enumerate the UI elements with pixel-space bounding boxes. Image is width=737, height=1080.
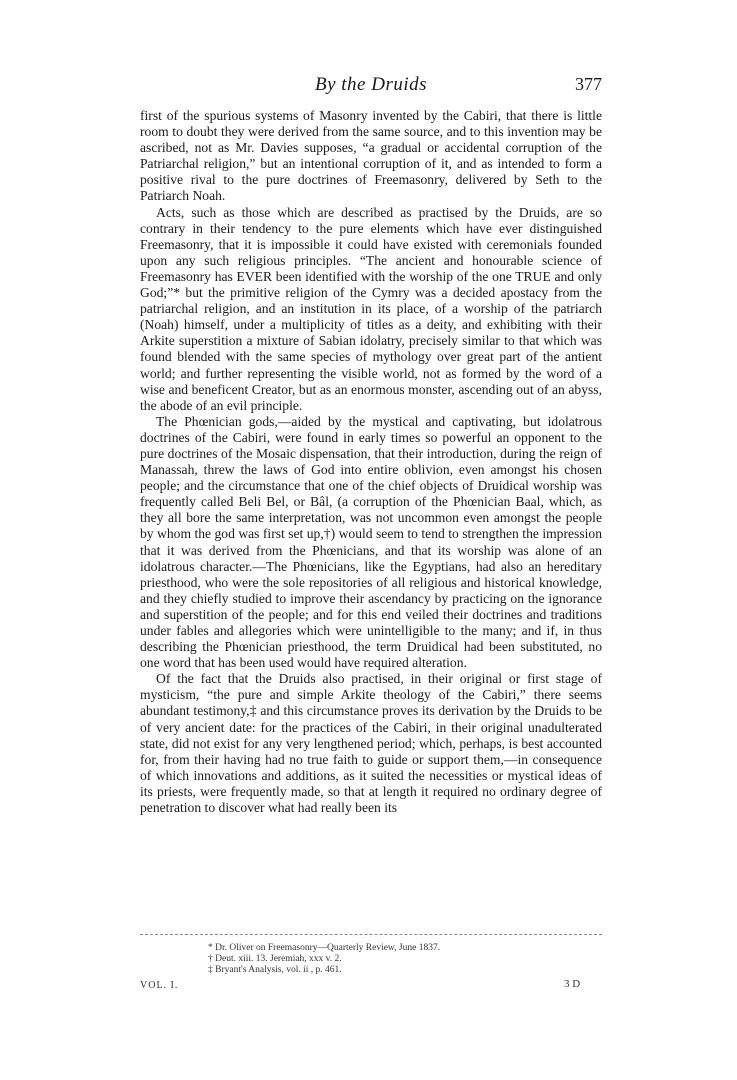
- footnote-2: † Deut. xiii. 13. Jeremiah, xxx v. 2.: [208, 954, 342, 964]
- body-text: [140, 108, 602, 816]
- running-header: [140, 74, 602, 98]
- footnote-3: ‡ Bryant's Analysis, vol. ii , p. 461.: [208, 965, 342, 975]
- paragraph-1: first of the spurious systems of Masonry invented by the Cabiri, that there is little room to doubt they were derived from the same source, and to this invention may be ascribed, not as Mr. Davies supposes, “a gradual or accidental corruption of the Patriarchal religion,” but an intentional corruption of it, and as intended to form a positive rival to the pure doctrines of Freemasonry, delivered by Seth to the Patriarch Noah.: [140, 108, 602, 204]
- footnotes: [208, 943, 588, 976]
- footnote-divider: [140, 934, 602, 935]
- paragraph-2: Acts, such as those which are described as practised by the Druids, are so contrary in their tendency to the pure elements which have ever distinguished Freemasonry, that it is impossible it could have existed with ceremonials founded upon any such religious principles. “The ancient and honourable science of Freemasonry has EVER been identified with the worship of the one TRUE and only God;”* but the primitive religion of the Cymry was a decided apostacy from the patriarchal religion, and an institution in its place, of a worship of the patriarch (Noah) himself, under a multiplicity of titles as a deity, and exhibiting with their Arkite superstition a mixture of Sabian idolatry, precisely similar to that which was found blended with the same species of mythology over great part of the antient world; and further representing the visible world, not as formed by the word of a wise and beneficent Creator, but as an enormous monster, ascending out of an abyss, the abode of an evil principle.: [140, 204, 602, 413]
- paragraph-4: Of the fact that the Druids also practised, in their original or first stage of mysticism, “the pure and simple Arkite theology of the Cabiri,” there seems abundant testimony,‡ and this circumstance proves its derivation by the Druids to be of very ancient date: for the practices of the Cabiri, in their original unadulterated state, did not exist for any very lengthened period; which, perhaps, is best accounted for, from their having had no true faith to guide or support them,—in consequence of which innovations and additions, as it suited the necessities or mystical ideas of its priests, were frequently made, so that at length it required no ordinary degree of penetration to discover what had really been its: [140, 671, 602, 816]
- footnote-1: * Dr. Oliver on Freemasonry—Quarterly Review, June 1837.: [208, 943, 441, 953]
- paragraph-3: The Phœnician gods,—aided by the mystical and captivating, but idolatrous doctrines of the Cabiri, were found in early times so powerful an opponent to the pure doctrines of the Mosaic dispensation, that their introduction, during the reign of Manassah, threw the laws of God into entire oblivion, even amongst his chosen people; and the circumstance that one of the chief objects of Druidical worship was frequently called Beli Bel, or Bâl, (a corruption of the Phœnician Baal, which, as they all bore the same interpretation, was not uncommon even amongst the people by whom the god was first set up,†) would seem to tend to strengthen the impression that it was derived from the Phœnicians, and that its worship was alone of an idolatrous character.—The Phœnicians, like the Egyptians, had also an hereditary priesthood, who were the sole repositories of all religious and historical knowledge, and they chiefly studied to improve their ascendancy by practicing on the ignorance and superstition of the people; and for this end veiled their doctrines and traditions under fables and allegories which were unintelligible to the many; and if, in thus describing the Phœnician priesthood, the term Druidical had been substituted, no one word that has been used would have required alteration.: [140, 413, 602, 671]
- volume-mark: VOL. I.: [140, 980, 179, 991]
- running-title: By the Druids: [314, 74, 428, 95]
- page-number: 377: [575, 74, 602, 94]
- signature-mark: 3 D: [564, 978, 581, 990]
